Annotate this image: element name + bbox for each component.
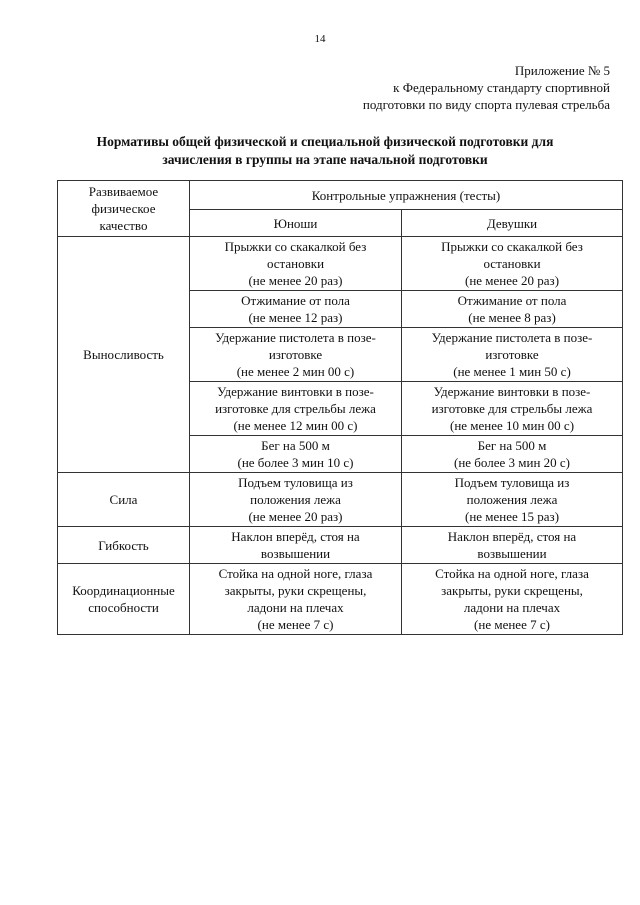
cell-line: (не менее 10 мин 00 с) <box>449 418 575 433</box>
appendix-number: Приложение № 5 <box>514 63 610 78</box>
quality-strength: Сила <box>58 473 190 527</box>
cell-line: ладони на плечах <box>247 600 344 615</box>
header-quality-line: качество <box>99 218 148 233</box>
cell-line: (не более 3 мин 10 с) <box>237 455 354 470</box>
cell-line: Подъем туловища из <box>238 475 353 490</box>
header-tests: Контрольные упражнения (тесты) <box>190 181 623 210</box>
cell-line: способности <box>88 600 159 615</box>
cell-line: Наклон вперёд, стоя на <box>231 529 360 544</box>
cell-line: положения лежа <box>466 492 558 507</box>
cell-line: положения лежа <box>250 492 341 507</box>
cell-line: изготовке для стрельбы лежа <box>431 401 593 416</box>
cell-line: остановки <box>483 256 541 271</box>
girls-cell <box>402 328 623 382</box>
cell-line: Стойка на одной ноге, глаза <box>218 566 373 581</box>
header-boys: Юноши <box>190 210 402 237</box>
boys-cell <box>190 473 402 527</box>
page-number: 14 <box>314 33 326 45</box>
girls-cell <box>402 237 623 291</box>
appendix-header <box>363 62 610 113</box>
boys-cell <box>190 291 402 328</box>
boys-cell <box>190 527 402 564</box>
cell-line: закрыты, руки скрещены, <box>441 583 583 598</box>
cell-line: Координационные <box>72 583 175 598</box>
cell-line: Подъем туловища из <box>454 475 570 490</box>
cell-line: Наклон вперёд, стоя на <box>447 529 577 544</box>
cell-line: возвышении <box>477 546 547 561</box>
cell-line: Отжимание от пола <box>241 293 350 308</box>
cell-line: Удержание винтовки в позе- <box>433 384 591 399</box>
boys-cell <box>190 237 402 291</box>
boys-cell <box>190 382 402 436</box>
cell-line: (не более 3 мин 20 с) <box>453 455 571 470</box>
quality-coordination <box>58 564 190 635</box>
cell-line: (не менее 1 мин 50 с) <box>453 364 571 379</box>
table-row <box>58 473 623 527</box>
title-line-2: зачисления в группы на этапе начальной подготовки <box>162 152 488 167</box>
cell-line: Удержание пистолета в позе- <box>431 330 593 345</box>
quality-flexibility: Гибкость <box>58 527 190 564</box>
cell-line: (не менее 7 с) <box>474 617 550 632</box>
table-row <box>58 564 623 635</box>
cell-line: (не менее 8 раз) <box>468 310 556 325</box>
cell-line: изготовке <box>485 347 539 362</box>
table-row <box>58 237 623 291</box>
girls-cell <box>402 527 623 564</box>
girls-cell <box>402 382 623 436</box>
cell-line: (не менее 12 мин 00 с) <box>233 418 358 433</box>
header-row-1 <box>58 181 623 210</box>
cell-line: Удержание пистолета в позе- <box>215 330 376 345</box>
boys-cell <box>190 328 402 382</box>
girls-cell <box>402 291 623 328</box>
cell-line: закрыты, руки скрещены, <box>224 583 367 598</box>
quality-endurance: Выносливость <box>58 237 190 473</box>
title-line-1: Нормативы общей физической и специальной физической подготовки для <box>96 134 554 149</box>
girls-cell <box>402 436 623 473</box>
cell-line: Отжимание от пола <box>457 293 567 308</box>
cell-line: Удержание винтовки в позе- <box>217 384 374 399</box>
cell-line: (не менее 20 раз) <box>248 273 343 288</box>
cell-line: остановки <box>266 256 325 271</box>
cell-line: (не менее 20 раз) <box>464 273 560 288</box>
header-girls: Девушки <box>402 210 623 237</box>
table-row <box>58 527 623 564</box>
girls-cell <box>402 473 623 527</box>
cell-line: ладони на плечах <box>463 600 561 615</box>
boys-cell <box>190 564 402 635</box>
cell-line: Бег на 500 м <box>477 438 547 453</box>
cell-line: (не менее 12 раз) <box>248 310 343 325</box>
cell-line: (не менее 20 раз) <box>248 509 343 524</box>
header-quality <box>58 181 190 237</box>
cell-line: (не менее 7 с) <box>257 617 334 632</box>
norms-table <box>57 180 623 635</box>
cell-line: Бег на 500 м <box>261 438 330 453</box>
cell-line: (не менее 2 мин 00 с) <box>236 364 355 379</box>
cell-line: Прыжки со скакалкой без <box>224 239 367 254</box>
document-title <box>60 133 590 169</box>
cell-line: Прыжки со скакалкой без <box>441 239 583 254</box>
girls-cell <box>402 564 623 635</box>
cell-line: изготовке <box>268 347 323 362</box>
cell-line: (не менее 15 раз) <box>464 509 560 524</box>
header-quality-line: Развиваемое <box>88 184 159 199</box>
cell-line: изготовке для стрельбы лежа <box>215 401 376 416</box>
appendix-sport: подготовки по виду спорта пулевая стрельба <box>362 97 610 112</box>
boys-cell <box>190 436 402 473</box>
appendix-reference: к Федеральному стандарту спортивной <box>393 80 610 95</box>
header-quality-line: физическое <box>91 201 156 216</box>
cell-line: Стойка на одной ноге, глаза <box>435 566 589 581</box>
cell-line: возвышении <box>260 546 331 561</box>
